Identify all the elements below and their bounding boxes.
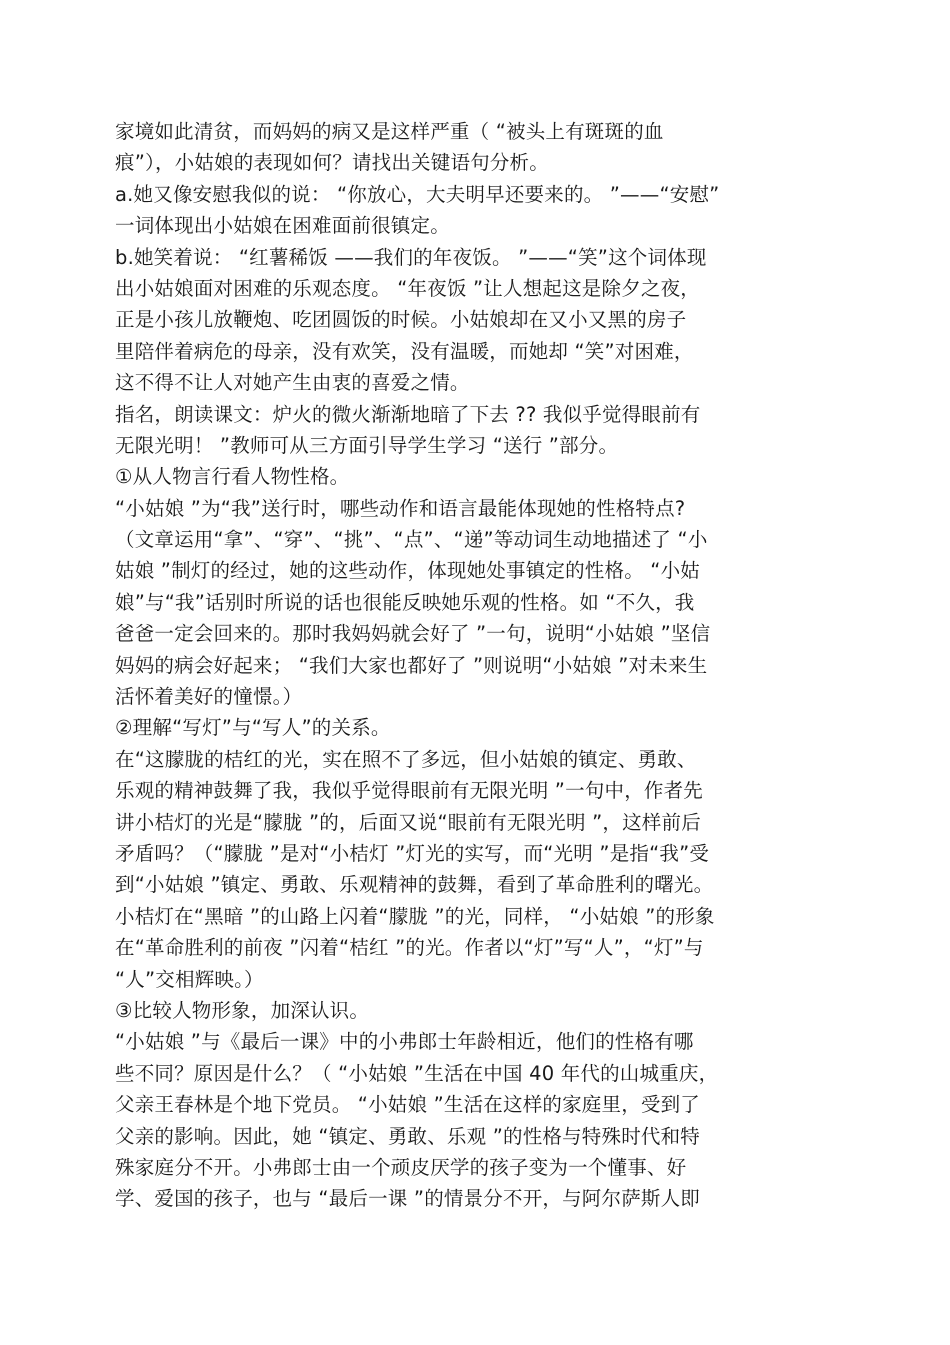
text-line: 小桔灯在“黑暗 ”的山路上闪着“朦胧 ”的光，同样， “小姑娘 ”的形象 (115, 904, 715, 928)
text-line: 里陪伴着病危的母亲，没有欢笑，没有温暖，而她却 “笑”对困难， (115, 339, 694, 363)
text-line: ②理解“写灯”与“写人”的关系。 (115, 716, 391, 740)
text-line: 妈妈的病会好起来； “我们大家也都好了 ”则说明“小姑娘 ”对未来生 (115, 653, 708, 677)
text-line: b.她笑着说： “红薯稀饭 ——我们的年夜饭。 ”——“笑”这个词体现 (115, 245, 707, 269)
text-line: 指名，朗读课文：炉火的微火渐渐地暗了下去 ?? 我似乎觉得眼前有 (115, 402, 701, 426)
text-line: ③比较人物形象，加深认识。 (115, 998, 370, 1022)
text-line: 在“这朦胧的桔红的光，实在照不了多远，但小姑娘的镇定、勇敢、 (115, 747, 697, 771)
text-line: ①从人物言行看人物性格。 (115, 465, 350, 489)
text-line: 到“小姑娘 ”镇定、勇敢、乐观精神的鼓舞，看到了革命胜利的曙光。 (115, 873, 714, 897)
text-line: 这不得不让人对她产生由衷的喜爱之情。 (115, 371, 470, 395)
text-line: 讲小桔灯的光是“朦胧 ”的，后面又说“眼前有无限光明 ”，这样前后 (115, 810, 701, 834)
text-line: 一词体现出小姑娘在困难面前很镇定。 (115, 214, 450, 238)
text-line: 出小姑娘面对困难的乐观态度。 “年夜饭 ”让人想起这是除夕之夜， (115, 276, 701, 300)
text-line: 爸爸一定会回来的。那时我妈妈就会好了 ”一句，说明“小姑娘 ”坚信 (115, 622, 711, 646)
text-line: 在“革命胜利的前夜 ”闪着“桔红 ”的光。作者以“灯”写“人”，“灯”与 (115, 936, 704, 960)
text-line: 乐观的精神鼓舞了我，我似乎觉得眼前有无限光明 ”一句中，作者先 (115, 779, 704, 803)
text-line: 些不同？原因是什么？（ “小姑娘 ”生活在中国 40 年代的山城重庆， (115, 1061, 719, 1085)
document-body (115, 116, 835, 1215)
text-line: 矛盾吗？（“朦胧 ”是对“小桔灯 ”灯光的实写，而“光明 ”是指“我”受 (115, 841, 710, 865)
text-line: “小姑娘 ”与《最后一课》中的小弗郎士年龄相近，他们的性格有哪 (115, 1030, 694, 1054)
text-line: 正是小孩儿放鞭炮、吃团圆饭的时候。小姑娘却在又小又黑的房子 (115, 308, 687, 332)
text-line: 父亲王春林是个地下党员。 “小姑娘 ”生活在这样的家庭里，受到了 (115, 1093, 701, 1117)
text-line: 学、爱国的孩子，也与 “最后一课 ”的情景分不开，与阿尔萨斯人即 (115, 1187, 701, 1211)
text-line: 家境如此清贫，而妈妈的病又是这样严重（ “被头上有斑斑的血 (115, 120, 664, 143)
text-line: “小姑娘 ”为“我”送行时，哪些动作和语言最能体现她的性格特点? (115, 496, 686, 520)
text-line: 无限光明！ ”教师可从三方面引导学生学习 “送行 ”部分。 (115, 433, 619, 457)
text-line: 殊家庭分不开。小弗郎士由一个顽皮厌学的孩子变为一个懂事、好 (115, 1155, 687, 1179)
text-line: 姑娘 ”制灯的经过，她的这些动作，体现她处事镇定的性格。 “小姑 (115, 559, 701, 583)
text-line: 痕”），小姑娘的表现如何？请找出关键语句分析。 (115, 151, 549, 175)
text-line: 娘”与“我”话别时所说的话也很能反映她乐观的性格。如 “不久，我 (115, 590, 695, 614)
text-line: 活怀着美好的憧憬。） (115, 685, 303, 709)
text-line: 父亲的影响。因此，她 “镇定、勇敢、乐观 ”的性格与特殊时代和特 (115, 1124, 701, 1148)
text-line: “人”交相辉映。） (115, 967, 264, 991)
text-line: a.她又像安慰我似的说： “你放心，大夫明早还要来的。 ”——“安慰” (115, 182, 720, 206)
text-line: （文章运用“拿”、“穿”、“挑”、“点”、“递”等动词生动地描述了 “小 (115, 528, 708, 552)
